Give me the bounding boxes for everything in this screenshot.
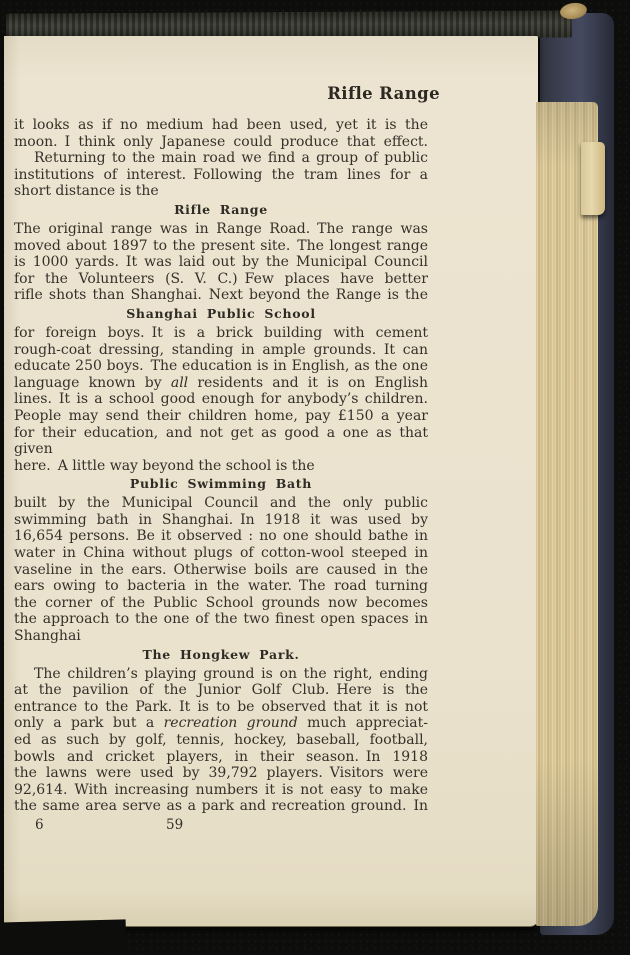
text-line: for the Volunteers (S. V. C.) Few places have better: [14, 270, 428, 287]
text-line: short distance is the: [14, 183, 159, 200]
text-line: only a park but a recreation ground much appreciat-: [14, 715, 428, 732]
text-line: for foreign boys. It is a brick building with cement: [14, 324, 428, 341]
text-line: the corner of the Public School grounds now becomes: [14, 594, 428, 611]
running-head: Rifle Range: [327, 84, 440, 103]
page-number: 59: [166, 816, 184, 833]
text-line: swimming bath in Shanghai. In 1918 it was used by: [14, 511, 428, 528]
text-line: at the pavilion of the Junior Golf Club. Here is the: [14, 682, 428, 699]
text-line: language known by all residents and it is on English: [14, 374, 428, 391]
text-line: The children’s playing ground is on the right, ending: [34, 665, 428, 682]
section-heading: Shanghai Public School: [126, 305, 316, 321]
paragraph: [14, 666, 428, 815]
text-line: built by the Municipal Council and the only public: [14, 495, 428, 512]
text-line: The original range was in Range Road. The range was: [14, 220, 428, 237]
text-line: the approach to the one of the two finest open spaces in: [14, 611, 428, 628]
text-line: rough-coat dressing, standing in ample grounds. It can: [14, 341, 428, 358]
paragraph: [14, 117, 428, 150]
page-edge-stack: [536, 102, 598, 926]
photo-background-notch: [0, 919, 126, 954]
text-line: bowls and cricket players, in their season. In 1918: [14, 748, 428, 765]
text-line: educate 250 boys. The education is in English, as the one: [14, 358, 428, 375]
text-line: Shanghai: [14, 628, 81, 645]
protruding-page-tab: [581, 142, 605, 215]
text-line: institutions of interest. Following the tram lines for a: [14, 166, 428, 183]
text-line: here. A little way beyond the school is the: [14, 457, 315, 474]
text-line: ed as such by golf, tennis, hockey, baseball, football,: [14, 732, 428, 748]
text-line: it looks as if no medium had been used, yet it is the: [14, 117, 428, 133]
folio-row: [14, 817, 428, 834]
text-line: 92,614. With increasing numbers it is not easy to make: [14, 781, 428, 798]
paragraph: [14, 495, 428, 644]
text-line: 16,654 persons. Be it observed : no one should bathe in: [14, 528, 428, 545]
text-line: for their education, and not get as good a one as that given: [14, 424, 428, 458]
paragraph: [14, 325, 428, 474]
text-line: lines. It is a school good enough for anybody’s children.: [14, 391, 428, 408]
text-line: moved about 1897 to the present site. The longest range: [14, 237, 428, 254]
section-heading: Public Swimming Bath: [129, 476, 313, 492]
text-line: the same area serve as a park and recreation ground. In: [14, 798, 428, 815]
text-line: Returning to the main road we find a group of public: [34, 150, 428, 167]
signature-number: 6: [35, 816, 44, 833]
text-line: People may send their children home, pay £150 a year: [14, 407, 428, 424]
text-line: water in China without plugs of cotton-wool steeped in: [14, 545, 428, 562]
text-line: entrance to the Park. It is to be observed that it is not: [14, 698, 428, 715]
section-heading: Rifle Range: [174, 201, 268, 217]
text-line: moon. I think only Japanese could produce that effect.: [14, 133, 428, 150]
text-line: the lawns were used by 39,792 players. Visitors were: [14, 765, 428, 782]
book-page: [4, 36, 538, 927]
section-heading: The Hongkew Park.: [142, 646, 300, 662]
text-line: rifle shots than Shanghai. Next beyond the Range is the: [14, 287, 428, 304]
text-line: is 1000 yards. It was laid out by the Municipal Council: [14, 254, 428, 271]
body-text-blocks: [14, 117, 428, 815]
text-line: ears owing to bacteria in the water. The road turning: [14, 578, 428, 595]
paragraph: [14, 150, 428, 200]
paragraph: [14, 221, 428, 304]
text-column: [14, 84, 440, 834]
text-line: vaseline in the ears. Otherwise boils are caused in the: [14, 561, 428, 578]
